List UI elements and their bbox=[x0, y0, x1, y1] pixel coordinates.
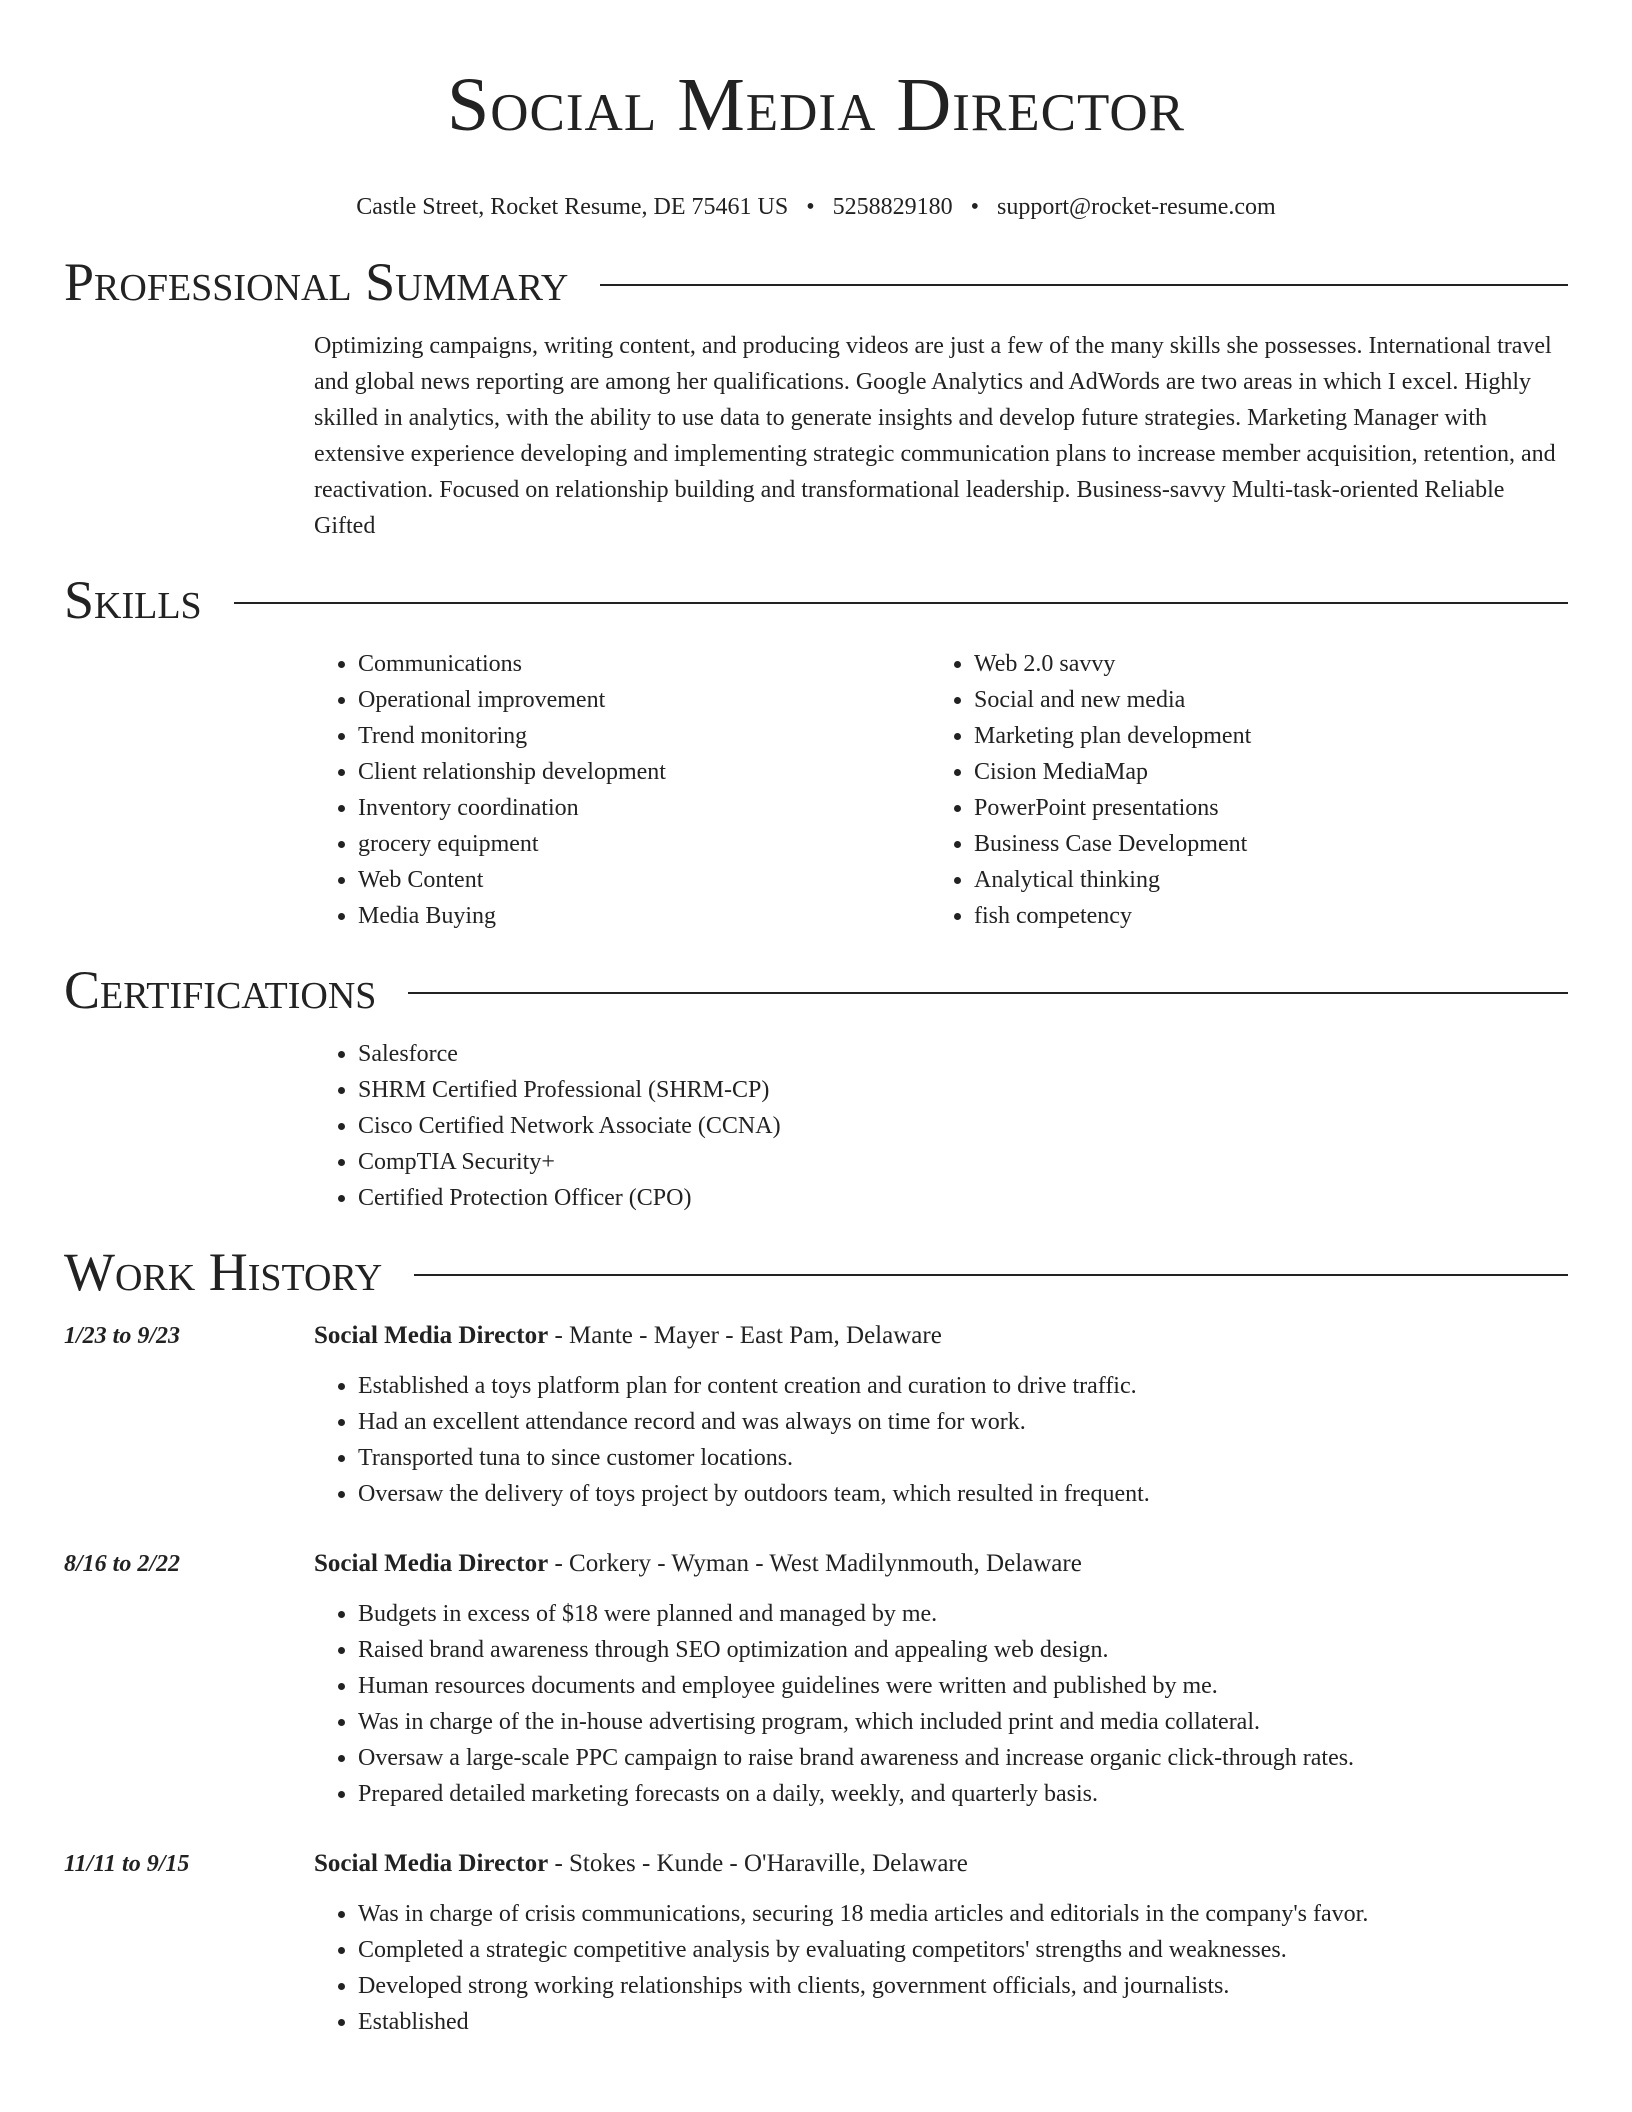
job-bullet: • Prepared detailed marketing forecasts on a daily, weekly, and quarterly basis. bbox=[358, 1776, 1568, 1812]
job-entry bbox=[64, 1318, 1568, 1512]
job-bullet: • Developed strong working relationships with clients, government officials, and journalists. bbox=[358, 1968, 1568, 2004]
skills-list-left bbox=[314, 646, 930, 934]
job-bullet: • Was in charge of the in-house advertising program, which included print and media collateral. bbox=[358, 1704, 1568, 1740]
skill-item: • fish competency bbox=[974, 898, 1546, 934]
contact-phone: 5258829180 bbox=[832, 194, 953, 220]
skill-item: • Marketing plan development bbox=[974, 718, 1546, 754]
job-dates: 11/11 to 9/15 bbox=[64, 1851, 190, 1877]
skill-item: • Business Case Development bbox=[974, 826, 1546, 862]
job-role: Social Media Director bbox=[314, 1850, 549, 1877]
work-section-header bbox=[64, 1240, 1568, 1304]
summary-body bbox=[314, 328, 1568, 544]
job-bullet: • Oversaw a large-scale PPC campaign to raise brand awareness and increase organic click-through rates. bbox=[358, 1740, 1568, 1776]
job-bullet: • Completed a strategic competitive analysis by evaluating competitors' strengths and weaknesses. bbox=[358, 1932, 1568, 1968]
certifications-section-header bbox=[64, 958, 1568, 1022]
skill-item: • Operational improvement bbox=[358, 682, 930, 718]
certification-item: • SHRM Certified Professional (SHRM-CP) bbox=[358, 1072, 1568, 1108]
job-bullet: • Was in charge of crisis communications, securing 18 media articles and editorials in the company's favor. bbox=[358, 1896, 1568, 1932]
summary-text: Optimizing campaigns, writing content, and producing videos are just a few of the many skills she possesses. International travel and global news reporting are among her qualifications. Google Analytics and AdWords are two areas in which I excel. Highly skilled in analytics, with the ability to use data to generate insights and develop future strategies. Marketing Manager with extensive experience developing and implementing strategic communication plans to increase member acquisition, retention, and reactivation. Focused on relationship building and transformational leadership. Business-savvy Multi-task-oriented Reliable Gifted bbox=[314, 333, 1556, 539]
job-main bbox=[314, 1318, 1568, 1512]
skill-item: • Communications bbox=[358, 646, 930, 682]
job-bullet: • Established a toys platform plan for content creation and curation to drive traffic. bbox=[358, 1368, 1568, 1404]
section-divider bbox=[414, 1274, 1568, 1276]
job-bullet-list bbox=[314, 1368, 1568, 1512]
skill-item: • PowerPoint presentations bbox=[974, 790, 1546, 826]
skills-body bbox=[314, 646, 1568, 934]
skill-item: • grocery equipment bbox=[358, 826, 930, 862]
job-details: - Corkery - Wyman - West Madilynmouth, Delaware bbox=[548, 1550, 1082, 1577]
skills-section-header bbox=[64, 568, 1568, 632]
job-bullet-list bbox=[314, 1896, 1568, 2040]
contact-line bbox=[64, 192, 1568, 222]
job-entry bbox=[64, 1546, 1568, 1812]
job-entry bbox=[64, 1846, 1568, 2040]
job-bullet: • Transported tuna to since customer locations. bbox=[358, 1440, 1568, 1476]
skill-item: • Web 2.0 savvy bbox=[974, 646, 1546, 682]
certification-item: • Certified Protection Officer (CPO) bbox=[358, 1180, 1568, 1216]
section-divider bbox=[234, 602, 1568, 604]
skills-title: Skills bbox=[64, 570, 202, 630]
job-heading bbox=[314, 1318, 1568, 1354]
skills-list-right bbox=[930, 646, 1546, 934]
skill-item: • Trend monitoring bbox=[358, 718, 930, 754]
job-details: - Stokes - Kunde - O'Haraville, Delaware bbox=[548, 1850, 968, 1877]
section-divider bbox=[600, 284, 1568, 286]
certifications-title: Certifications bbox=[64, 960, 377, 1020]
skill-item: • Social and new media bbox=[974, 682, 1546, 718]
skill-item: • Analytical thinking bbox=[974, 862, 1546, 898]
certifications-list bbox=[314, 1036, 1568, 1216]
skill-item: • Media Buying bbox=[358, 898, 930, 934]
job-bullet: • Raised brand awareness through SEO optimization and appealing web design. bbox=[358, 1632, 1568, 1668]
job-bullet: • Had an excellent attendance record and was always on time for work. bbox=[358, 1404, 1568, 1440]
work-title: Work History bbox=[64, 1242, 383, 1302]
summary-title: Professional Summary bbox=[64, 252, 569, 312]
job-main bbox=[314, 1846, 1568, 2040]
contact-email: support@rocket-resume.com bbox=[997, 194, 1276, 220]
certification-item: • Cisco Certified Network Associate (CCNA) bbox=[358, 1108, 1568, 1144]
section-divider bbox=[408, 992, 1568, 994]
summary-section-header bbox=[64, 250, 1568, 314]
job-dates: 1/23 to 9/23 bbox=[64, 1323, 181, 1349]
job-bullet-list bbox=[314, 1596, 1568, 1812]
job-role: Social Media Director bbox=[314, 1322, 549, 1349]
skill-item: • Inventory coordination bbox=[358, 790, 930, 826]
certification-item: • Salesforce bbox=[358, 1036, 1568, 1072]
certifications-body bbox=[314, 1036, 1568, 1216]
job-bullet: • Established bbox=[358, 2004, 1568, 2040]
job-main bbox=[314, 1546, 1568, 1812]
certification-item: • CompTIA Security+ bbox=[358, 1144, 1568, 1180]
job-heading bbox=[314, 1846, 1568, 1882]
job-bullet: • Oversaw the delivery of toys project by outdoors team, which resulted in frequent. bbox=[358, 1476, 1568, 1512]
job-details: - Mante - Mayer - East Pam, Delaware bbox=[548, 1322, 942, 1349]
job-bullet: • Human resources documents and employee guidelines were written and published by me. bbox=[358, 1668, 1568, 1704]
job-bullet: • Budgets in excess of $18 were planned and managed by me. bbox=[358, 1596, 1568, 1632]
job-role: Social Media Director bbox=[314, 1550, 549, 1577]
resume-name: Social Media Director bbox=[447, 63, 1185, 147]
contact-separator: • bbox=[806, 194, 815, 220]
job-dates: 8/16 to 2/22 bbox=[64, 1551, 181, 1577]
skill-item: • Client relationship development bbox=[358, 754, 930, 790]
skill-item: • Web Content bbox=[358, 862, 930, 898]
contact-address: Castle Street, Rocket Resume, DE 75461 US bbox=[356, 194, 789, 220]
job-heading bbox=[314, 1546, 1568, 1582]
contact-separator: • bbox=[970, 194, 980, 220]
skill-item: • Cision MediaMap bbox=[974, 754, 1546, 790]
